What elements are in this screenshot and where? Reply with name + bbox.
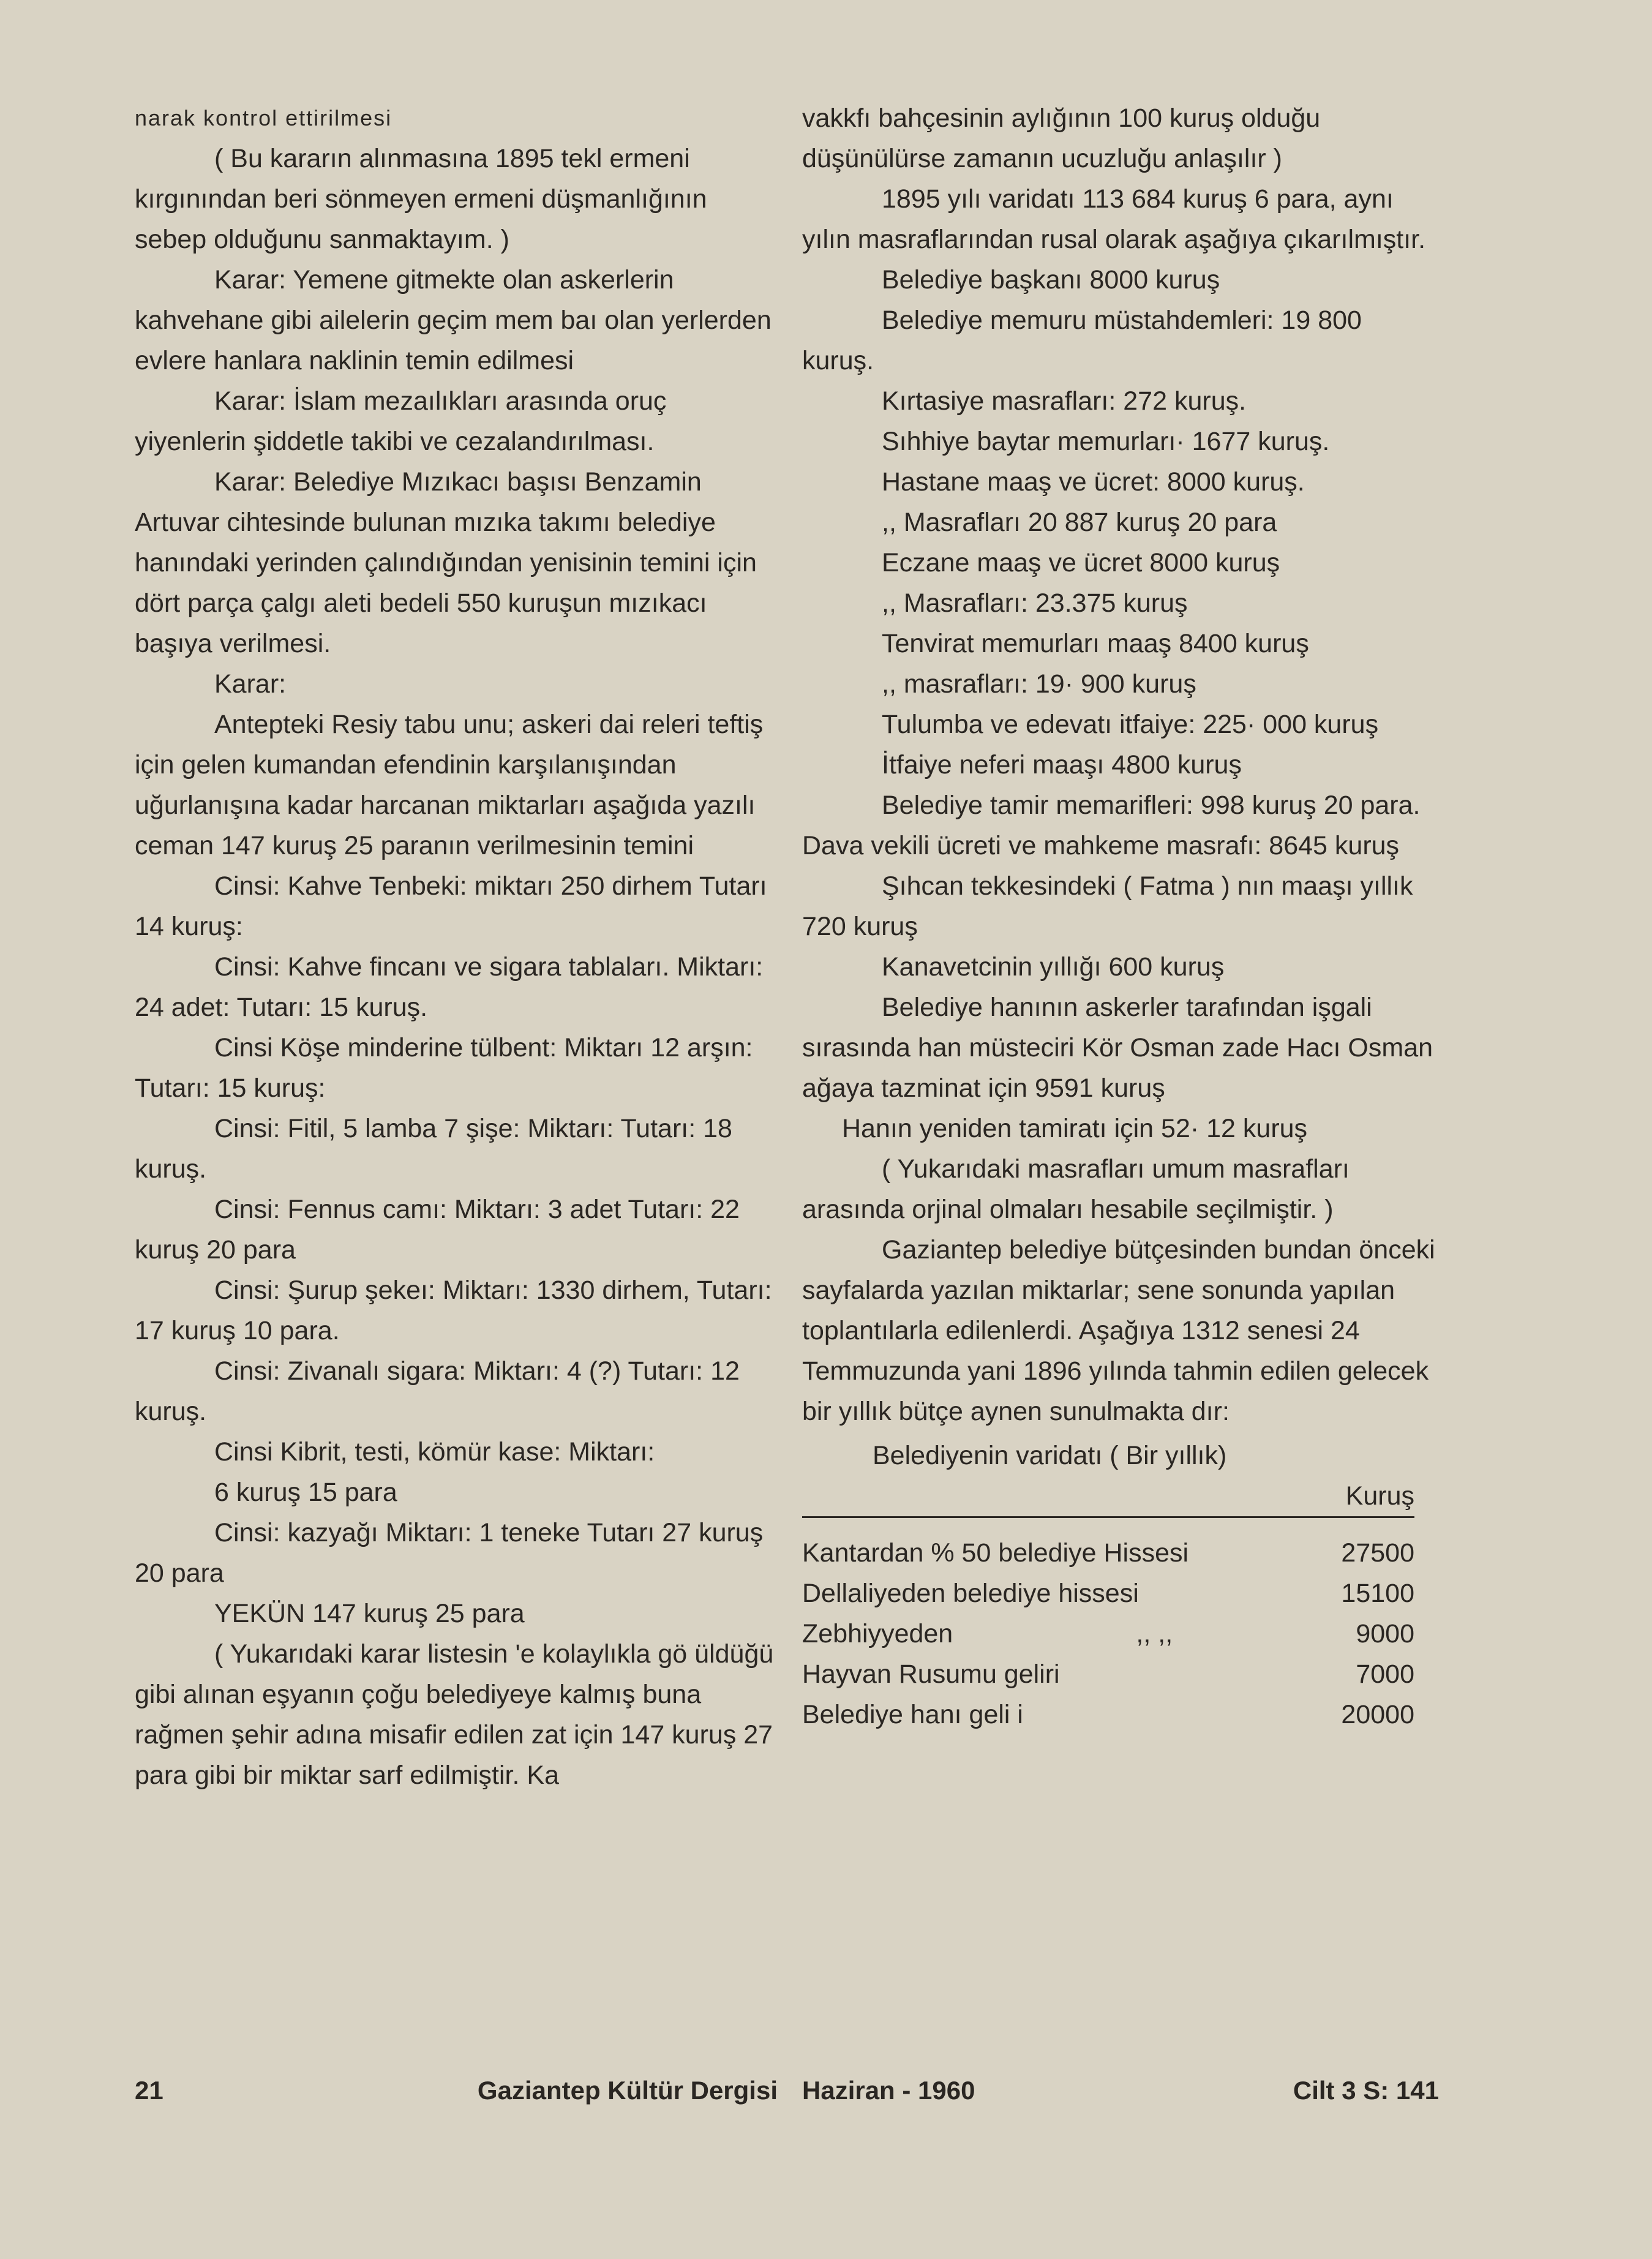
running-head: narak kontrol ettirilmesi (135, 105, 392, 130)
budget-row (802, 1654, 1439, 1694)
paragraph: 1895 yılı varidatı 113 684 kuruş 6 para, aynı yılın masraflarından rusal olarak aşağıya çıkarılmıştır. (802, 184, 1426, 254)
expense-line: ,, Masrafları 20 887 kuruş 20 para (882, 508, 1277, 537)
budget-table (802, 1533, 1439, 1735)
expense-line: Kanavetcinin yıllığı 600 kuruş (882, 952, 1225, 982)
expense-line: Belediye başkanı 8000 kuruş (882, 265, 1220, 295)
budget-row (802, 1533, 1439, 1573)
expense-line: Hastane maaş ve ücret: 8000 kuruş. (882, 467, 1305, 497)
list-item: Cinsi: Kahve fincanı ve sigara tablaları. Miktarı: 24 adet: Tutarı: 15 kuruş. (135, 952, 764, 1022)
budget-label: Kantardan % 50 belediye Hissesi (802, 1538, 1189, 1568)
budget-value: 15100 (1341, 1579, 1414, 1608)
expense-line: Tulumba ve edevatı itfaiye: 225· 000 kuruş (882, 710, 1379, 739)
list-item: Cinsi: Zivanalı sigara: Miktarı: 4 (?) Tutarı: 12 kuruş. (135, 1356, 740, 1426)
list-item: Cinsi Kibrit, testi, kömür kase: Miktarı: (214, 1437, 655, 1467)
right-column (802, 98, 1439, 1735)
expense-line: Belediye memuru müstahdemleri: 19 800 kuruş. (802, 306, 1362, 375)
list-item: Cinsi: Şurup şekeı: Miktarı: 1330 dirhem, Tutarı: 17 kuruş 10 para. (135, 1276, 772, 1345)
paragraph: Karar: Yemene gitmekte olan askerlerin kahvehane gibi ailelerin geçim mem baı olan yerlerden evlere hanlara naklinin temin edilmesi (135, 265, 772, 375)
budget-ditto: ,, ,, (1136, 1619, 1173, 1648)
expense-line: Belediye hanının askerler tarafından işgali sırasında han müsteciri Kör Osman zade Hacı Osman ağaya tazminat için 9591 kuruş (802, 993, 1433, 1103)
list-item: Cinsi: Fitil, 5 lamba 7 şişe: Miktarı: Tutarı: 18 kuruş. (135, 1114, 732, 1184)
budget-title: Belediyenin varidatı ( Bir yıllık) (873, 1441, 1227, 1470)
expense-line: Şıhcan tekkesindeki ( Fatma ) nın maaşı yıllık 720 kuruş (802, 871, 1413, 941)
expense-line: Hanın yeniden tamiratı için 52· 12 kuruş (842, 1114, 1308, 1143)
list-item: 6 kuruş 15 para (214, 1478, 397, 1507)
budget-row (802, 1614, 1439, 1654)
budget-value: 27500 (1341, 1538, 1414, 1568)
footer-right (802, 2076, 1439, 2105)
expense-line: İtfaiye neferi maaşı 4800 kuruş (882, 750, 1242, 780)
expense-line: Kırtasiye masrafları: 272 kuruş. (882, 386, 1247, 416)
paragraph: Karar: (214, 669, 287, 699)
budget-value: 9000 (1356, 1619, 1414, 1648)
expense-line: ,, masrafları: 19· 900 kuruş (882, 669, 1196, 699)
budget-label: Zebhiyyeden (802, 1619, 953, 1648)
expense-line: Sıhhiye baytar memurları· 1677 kuruş. (882, 427, 1330, 456)
page-number: 21 (135, 2076, 163, 2105)
paragraph: ( Bu kararın alınmasına 1895 tekl ermeni kırgınından beri sönmeyen ermeni düşmanlığının sebep olduğunu sanmaktayım. ) (135, 144, 707, 254)
paragraph: vakkfı bahçesinin aylığının 100 kuruş olduğu düşünülürse zamanın ucuzluğu anlaşılır ) (802, 103, 1321, 173)
issue-date: Haziran - 1960 (802, 2076, 975, 2105)
list-item: Cinsi Köşe minderine tülbent: Miktarı 12 arşın: Tutarı: 15 kuruş: (135, 1033, 753, 1103)
left-column (135, 98, 775, 1795)
list-item: Cinsi: Fennus camı: Miktarı: 3 adet Tutarı: 22 kuruş 20 para (135, 1195, 740, 1265)
budget-label: Dellaliyeden belediye hissesi (802, 1579, 1139, 1608)
volume-info: Cilt 3 S: 141 (1293, 2076, 1439, 2105)
paragraph: ( Yukarıdaki karar listesin 'e kolaylıkla gö üldüğü gibi alınan eşyanın çoğu belediyeye kalmış buna rağmen şehir adına misafir edilen zat için 147 kuruş 27 para gibi bir miktar sarf edilmiştir. Ka (135, 1639, 774, 1790)
budget-unit: Kuruş (1345, 1481, 1414, 1511)
budget-label: Belediye hanı geli i (802, 1700, 1023, 1729)
paragraph: Karar: İslam mezaılıkları arasında oruç yiyenlerin şiddetle takibi ve cezalandırılması. (135, 386, 667, 456)
expense-line: ,, Masrafları: 23.375 kuruş (882, 588, 1188, 618)
expense-line: Eczane maaş ve ücret 8000 kuruş (882, 548, 1280, 577)
expense-line: Tenvirat memurları maaş 8400 kuruş (882, 629, 1309, 658)
paragraph: ( Yukarıdaki masrafları umum masrafları arasında orjinal olmaları hesabile seçilmiştir. ) (802, 1154, 1350, 1224)
budget-rule (802, 1516, 1414, 1518)
budget-row (802, 1573, 1439, 1614)
paragraph: Antepteki Resiy tabu unu; askeri dai releri teftiş için gelen kumandan efendinin karşılanışından uğurlanışına kadar harcanan miktarları aşağıda yazılı ceman 147 kuruş 25 paranın verilmesinin temini (135, 710, 764, 860)
budget-value: 7000 (1356, 1659, 1414, 1689)
list-item: Cinsi: kazyağı Miktarı: 1 teneke Tutarı 27 kuruş 20 para (135, 1518, 764, 1588)
expense-line: Belediye tamir memarifleri: 998 kuruş 20 para. Dava vekili ücreti ve mahkeme masrafı: 8645 kuruş (802, 791, 1421, 860)
list-item: Cinsi: Kahve Tenbeki: miktarı 250 dirhem Tutarı 14 kuruş: (135, 871, 767, 941)
budget-value: 20000 (1341, 1700, 1414, 1729)
budget-header (802, 1435, 1439, 1516)
budget-row (802, 1694, 1439, 1735)
paragraph: Karar: Belediye Mızıkacı başısı Benzamin Artuvar cihtesinde bulunan mızıka takımı belediye hanındaki yerinden çalındığından yenisinin temini için dört parça çalgı aleti bedeli 550 kuruşun mızıkacı başıya verilmesi. (135, 467, 757, 658)
journal-name: Gaziantep Kültür Dergisi (477, 2076, 778, 2105)
paragraph: Gaziantep belediye bütçesinden bundan önceki sayfalarda yazılan miktarlar; sene sonunda yapılan toplantılarla edilenlerdi. Aşağıya 1312 senesi 24 Temmuzunda yani 1896 yılında tahmin edilen gelecek bir yıllık bütçe aynen sunulmakta dır: (802, 1235, 1435, 1426)
budget-label: Hayvan Rusumu geliri (802, 1659, 1060, 1689)
footer-left (135, 2076, 778, 2105)
total-line: YEKÜN 147 kuruş 25 para (214, 1599, 525, 1628)
